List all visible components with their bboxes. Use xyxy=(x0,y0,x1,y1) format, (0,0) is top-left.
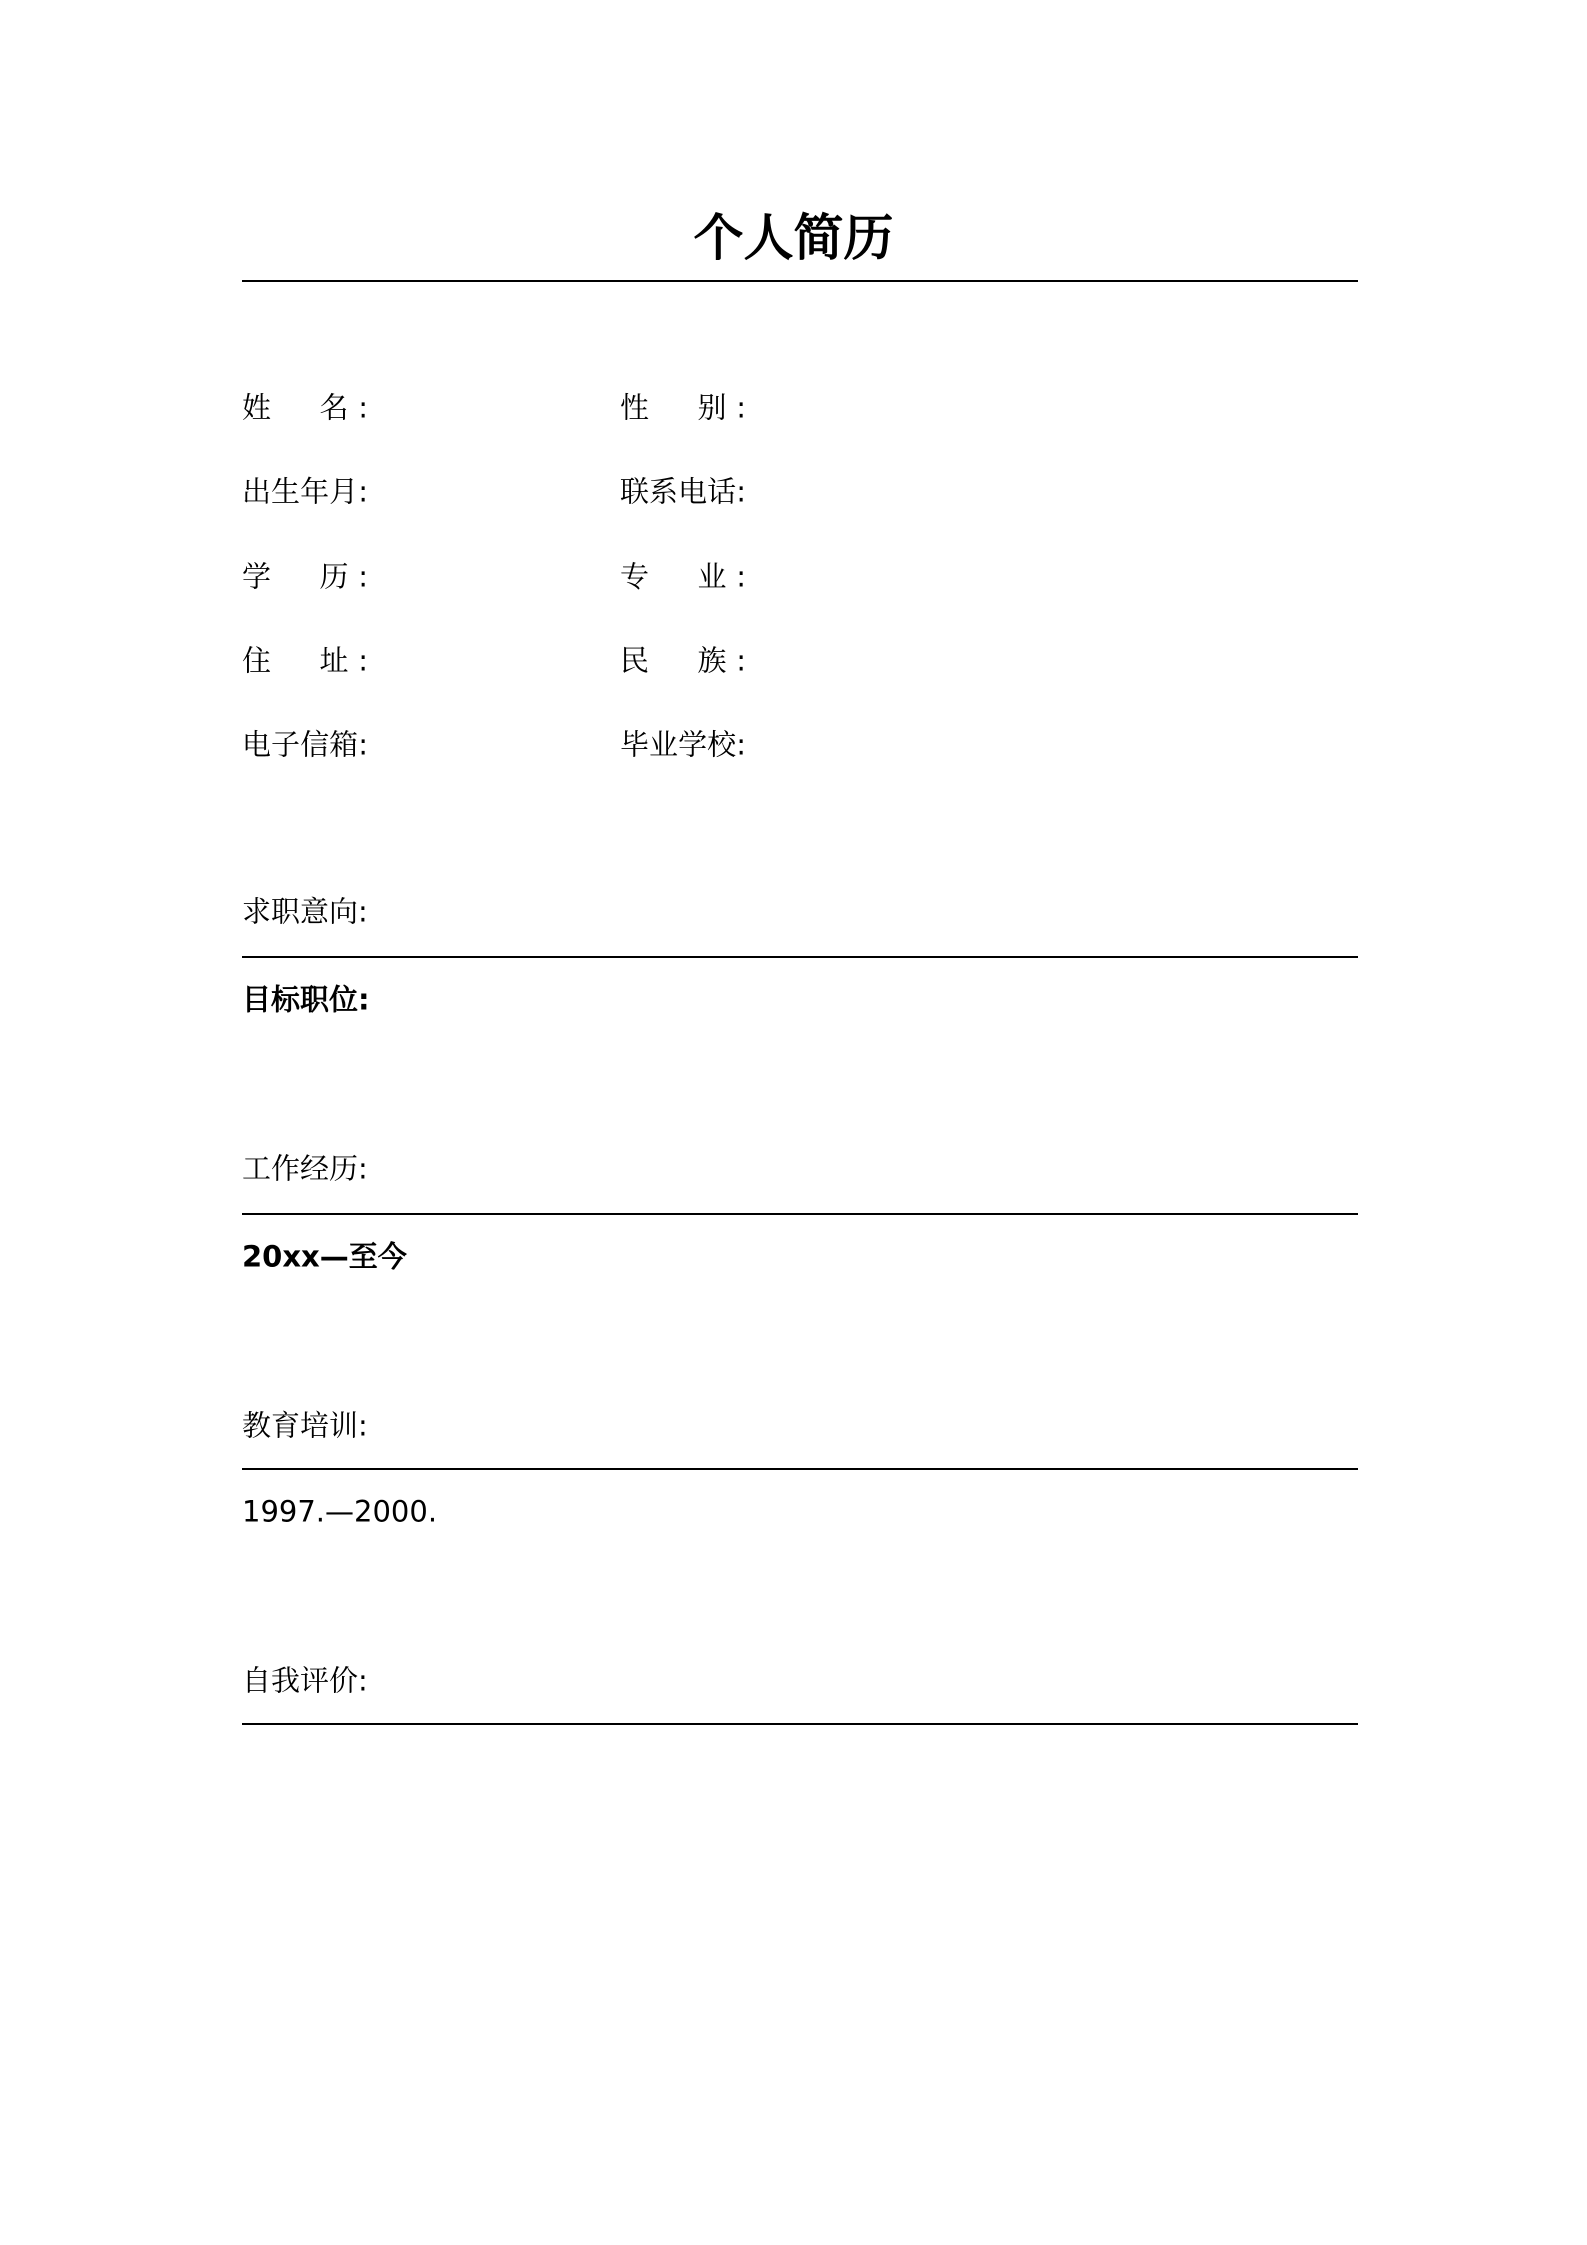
school-label: 毕业学校: xyxy=(620,727,746,762)
name-label: 姓 名: xyxy=(242,390,368,425)
objective-heading: 求职意向: xyxy=(242,894,368,929)
self-eval-divider xyxy=(242,1723,1358,1725)
education-heading: 教育培训: xyxy=(242,1408,368,1443)
objective-divider xyxy=(242,956,1358,958)
education-divider xyxy=(242,1468,1358,1470)
email-label: 电子信箱: xyxy=(242,727,368,762)
work-content: 20xx—至今 xyxy=(242,1239,407,1274)
gender-label: 性 别: xyxy=(620,390,746,425)
address-label: 住 址: xyxy=(242,643,368,678)
birth-label: 出生年月: xyxy=(242,474,368,509)
ethnicity-label: 民 族: xyxy=(620,643,746,678)
major-label: 专 业: xyxy=(620,559,746,594)
education-content: 1997.—2000. xyxy=(242,1494,438,1529)
work-heading: 工作经历: xyxy=(242,1151,368,1186)
education-level-label: 学 历: xyxy=(242,559,368,594)
phone-label: 联系电话: xyxy=(620,474,746,509)
objective-content: 目标职位: xyxy=(242,982,370,1017)
title-divider xyxy=(242,280,1358,282)
self-eval-heading: 自我评价: xyxy=(242,1663,368,1698)
work-divider xyxy=(242,1213,1358,1215)
page-title: 个人简历 xyxy=(693,209,894,267)
